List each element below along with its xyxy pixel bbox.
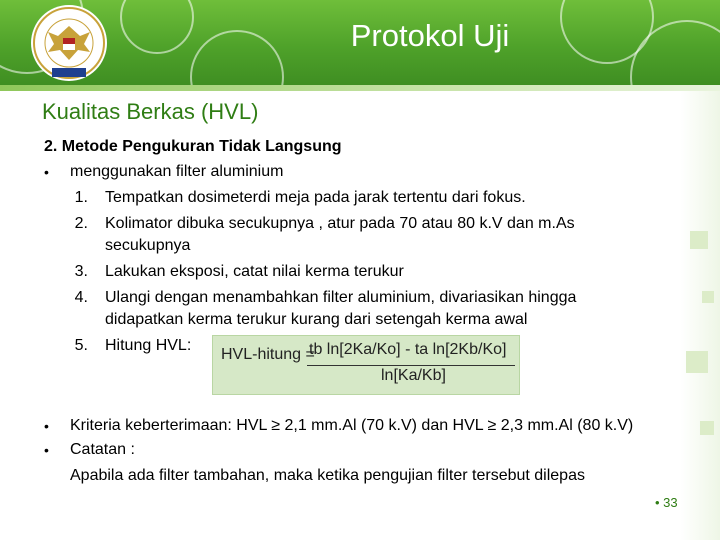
step-number: 5. [74,337,88,354]
step-5-text: Hitung HVL: [105,337,192,354]
formula-label: HVL-hitung = [221,346,315,363]
step-1-text: Tempatkan dosimeterdi meja pada jarak tertentu dari fokus. [105,189,526,206]
slide-number: • 33 [655,495,678,510]
decor-square [702,291,714,303]
step-4-text-cont: didapatkan kerma terukur kurang dari setengah kerma awal [105,311,528,328]
step-number: 3. [74,263,88,280]
bullet-marker: • [44,418,49,434]
header-banner [0,0,720,85]
page-title: Protokol Uji [350,18,510,53]
decor-square [700,421,714,435]
decor-square [690,231,708,249]
bullet-text-filter: menggunakan filter aluminium [70,163,284,180]
step-3-text: Lakukan eksposi, catat nilai kerma terukur [105,263,404,280]
method-heading: 2. Metode Pengukuran Tidak Langsung [44,138,342,155]
bullet-marker: • [44,164,49,180]
bapeten-emblem [8,2,130,84]
formula-denominator: ln[Ka/Kb] [381,367,446,384]
note-text: Apabila ada filter tambahan, maka ketika pengujian filter tersebut dilepas [70,467,585,484]
decorative-side-panel [680,91,720,540]
hvl-formula [212,335,520,395]
fraction-bar [307,365,515,366]
decor-square [686,351,708,373]
bullet-marker: • [44,442,49,458]
header-divider [0,85,720,91]
acceptance-criteria: Kriteria keberterimaan: HVL ≥ 2,1 mm.Al (70 k.V) dan HVL ≥ 2,3 mm.Al (80 k.V) [70,417,634,434]
step-2-text: Kolimator dibuka secukupnya , atur pada 70 atau 80 k.V dan m.As [105,215,575,232]
step-4-text: Ulangi dengan menambahkan filter aluminium, divariasikan hingga [105,289,577,306]
note-heading: Catatan : [70,441,135,458]
formula-numerator: tb ln[2Ka/Ko] - ta ln[2Kb/Ko] [309,341,507,358]
step-number: 4. [74,289,88,306]
section-subtitle: Kualitas Berkas (HVL) [42,99,259,124]
step-number: 2. [74,215,88,232]
step-2-text-cont: secukupnya [105,237,191,254]
step-number: 1. [74,189,88,206]
